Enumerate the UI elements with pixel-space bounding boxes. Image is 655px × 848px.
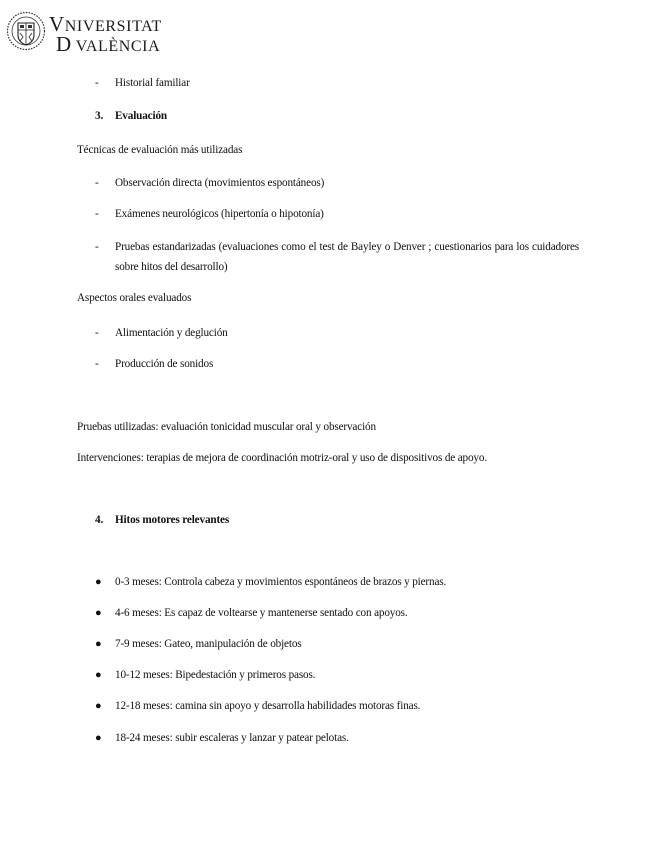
list-item: 0-3 meses: Controla cabeza y movimientos espontáneos de brazos y piernas. — [115, 576, 447, 588]
subheading-techniques: Técnicas de evaluación más utilizadas — [77, 144, 243, 156]
bullet-icon: ● — [95, 669, 102, 681]
section-number: 3. — [95, 110, 104, 122]
bullet-icon: ● — [95, 607, 102, 619]
university-name-line2: D VALÈNCIA — [56, 32, 161, 56]
list-item: 10-12 meses: Bipedestación y primeros pasos. — [115, 669, 316, 681]
bullet-icon: ● — [95, 700, 102, 712]
list-item: 7-9 meses: Gateo, manipulación de objetos — [115, 638, 302, 650]
bullet-icon: ● — [95, 576, 102, 588]
tests-paragraph: Pruebas utilizadas: evaluación tonicidad muscular oral y observación — [77, 421, 376, 433]
list-item: Pruebas estandarizadas (evaluaciones como el test de Bayley o Denver ; cuestionarios para los cuidadores sobre hitos del desarrollo) — [115, 241, 579, 273]
section-number: 4. — [95, 514, 104, 526]
list-item: Historial familiar — [115, 77, 190, 89]
list-marker: - — [95, 327, 99, 339]
list-item: 18-24 meses: subir escaleras y lanzar y patear pelotas. — [115, 732, 349, 744]
list-marker: - — [95, 358, 99, 370]
list-item: Producción de sonidos — [115, 358, 214, 370]
list-item: Alimentación y deglución — [115, 327, 228, 339]
subheading-oral: Aspectos orales evaluados — [77, 292, 192, 304]
list-marker: - — [95, 77, 99, 89]
university-name-line1: VNIVERSITAT — [49, 12, 162, 36]
list-item: 4-6 meses: Es capaz de voltearse y mantenerse sentado con apoyos. — [115, 607, 408, 619]
list-marker: - — [95, 208, 99, 220]
list-marker: - — [95, 177, 99, 189]
bullet-icon: ● — [95, 732, 102, 744]
university-seal-logo — [6, 10, 46, 52]
list-marker: - — [95, 241, 99, 253]
interventions-paragraph: Intervenciones: terapias de mejora de coordinación motriz-oral y uso de dispositivos de apoyo. — [77, 452, 487, 464]
section-title: Hitos motores relevantes — [115, 514, 230, 526]
list-item: 12-18 meses: camina sin apoyo y desarrolla habilidades motoras finas. — [115, 700, 421, 712]
bullet-icon: ● — [95, 638, 102, 650]
list-item: Exámenes neurológicos (hipertonía o hipotonía) — [115, 208, 324, 220]
list-item: Observación directa (movimientos espontáneos) — [115, 177, 325, 189]
section-title: Evaluación — [115, 110, 167, 122]
